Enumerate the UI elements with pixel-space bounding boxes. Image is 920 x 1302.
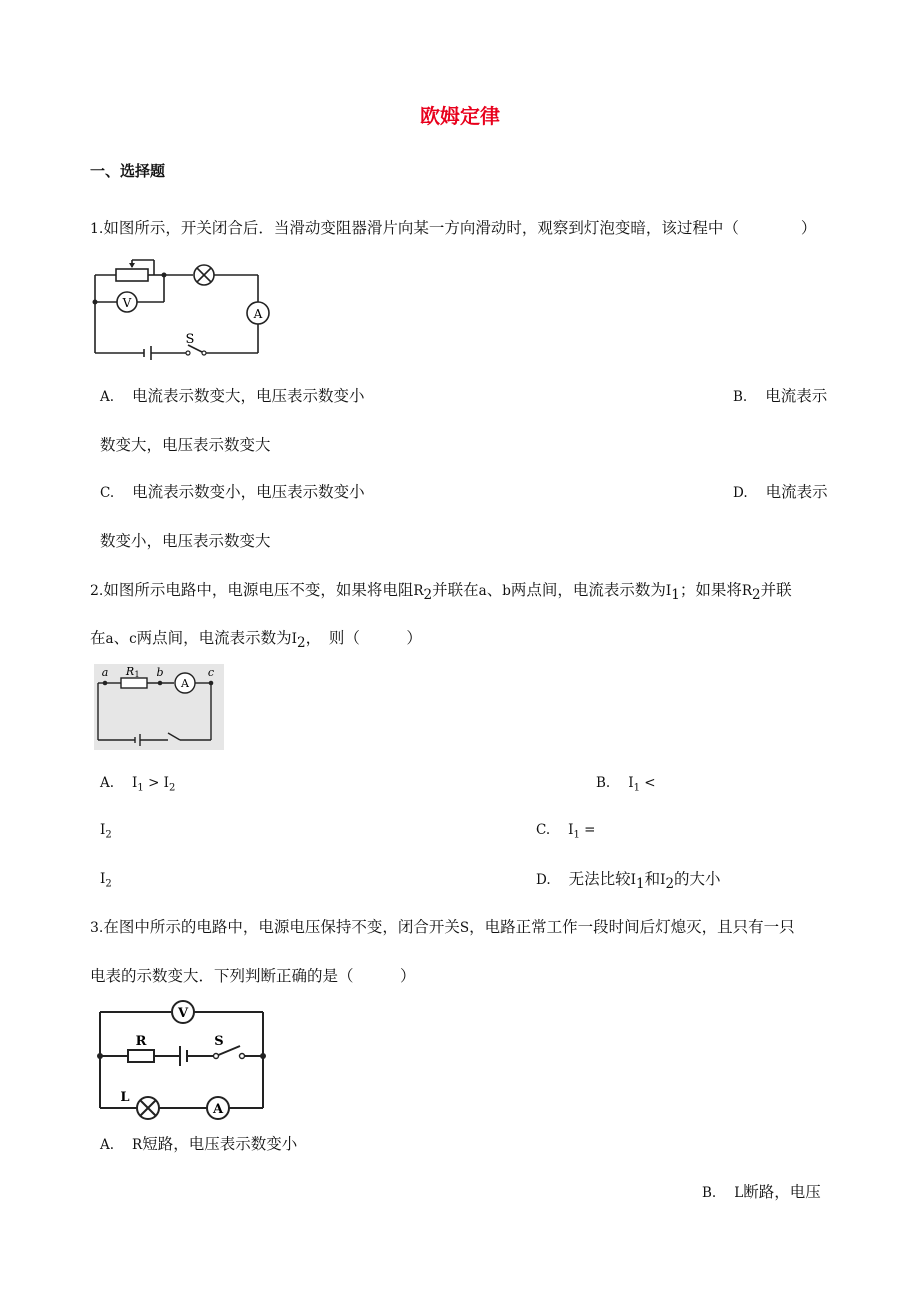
q2-circuit-diagram xyxy=(94,664,224,750)
q3-circuit-diagram xyxy=(94,998,270,1122)
q1-option-c[interactable]: C. 电流表示数变小，电压表示数变小 xyxy=(100,483,365,501)
q1-option-d-cont: 数变小，电压表示数变大 xyxy=(100,532,271,550)
q1-option-a[interactable]: A. 电流表示数变大，电压表示数变小 xyxy=(100,387,365,405)
ammeter-label: A xyxy=(253,307,263,321)
resistor-label: R xyxy=(135,1034,147,1049)
switch-label: S xyxy=(214,1034,224,1049)
q2-option-c-cont: $I_2$ xyxy=(100,871,112,890)
q1-option-b[interactable]: B. 电流表示 xyxy=(733,387,828,405)
q2-option-c[interactable]: C. $I_1$ = xyxy=(536,822,596,841)
question-3-stem-line1: 3.在图中所示的电路中，电源电压保持不变，闭合开关S，电路正常工作一段时间后灯熄灭，且只有一只 xyxy=(90,918,795,936)
voltmeter-label: V xyxy=(177,1006,189,1021)
ammeter-label: A xyxy=(212,1102,224,1117)
voltmeter-label: V xyxy=(122,296,132,310)
q2-option-b-cont: $I_2$ xyxy=(100,822,112,841)
q2-option-a[interactable]: A. $I_1 > I_2$ xyxy=(100,775,176,794)
point-c-label: c xyxy=(207,666,215,679)
q1-circuit-diagram xyxy=(88,254,278,362)
q1-option-d[interactable]: D. 电流表示 xyxy=(733,483,828,501)
question-3-stem-line2: 电表的示数变大．下列判断正确的是（ ） xyxy=(90,967,416,985)
q1-option-b-cont: 数变大，电压表示数变大 xyxy=(100,436,271,454)
rheostat-icon xyxy=(116,269,148,281)
resistor-sub: 1 xyxy=(134,670,140,679)
q3-option-a[interactable]: A. R短路，电压表示数变小 xyxy=(100,1135,298,1153)
q3-option-b[interactable]: B. L断路，电压 xyxy=(702,1183,821,1201)
q2-option-b[interactable]: B. $I_1$ < xyxy=(596,775,656,794)
page-title: 欧姆定律 xyxy=(420,104,500,128)
switch-label: S xyxy=(185,332,195,347)
point-a-label: a xyxy=(101,666,109,679)
point-b-label: b xyxy=(156,666,164,679)
question-2-stem-line2: 在a、c两点间，电流表示数为$I_2$， 则（ ） xyxy=(90,629,422,652)
ammeter-label: A xyxy=(181,677,189,690)
question-1-stem xyxy=(90,218,816,239)
q2-option-d[interactable]: D. 无法比较$I_1$和$I_2$的大小 xyxy=(536,870,721,893)
lamp-label: L xyxy=(120,1090,130,1105)
resistor-label: R xyxy=(125,665,135,678)
question-number: 1. xyxy=(90,221,104,237)
question-2-stem-line1: 2.如图所示电路中，电源电压不变，如果将电阻$R_2$并联在a、b两点间，电流表示数为$I_1$；如果将$R_2$并联 xyxy=(90,581,792,604)
section-heading: 一、选择题 xyxy=(90,162,166,180)
question-text: 如图所示，开关闭合后．当滑动变阻器滑片向某一方向滑动时，观察到灯泡变暗，该过程中（ ） xyxy=(103,219,817,237)
